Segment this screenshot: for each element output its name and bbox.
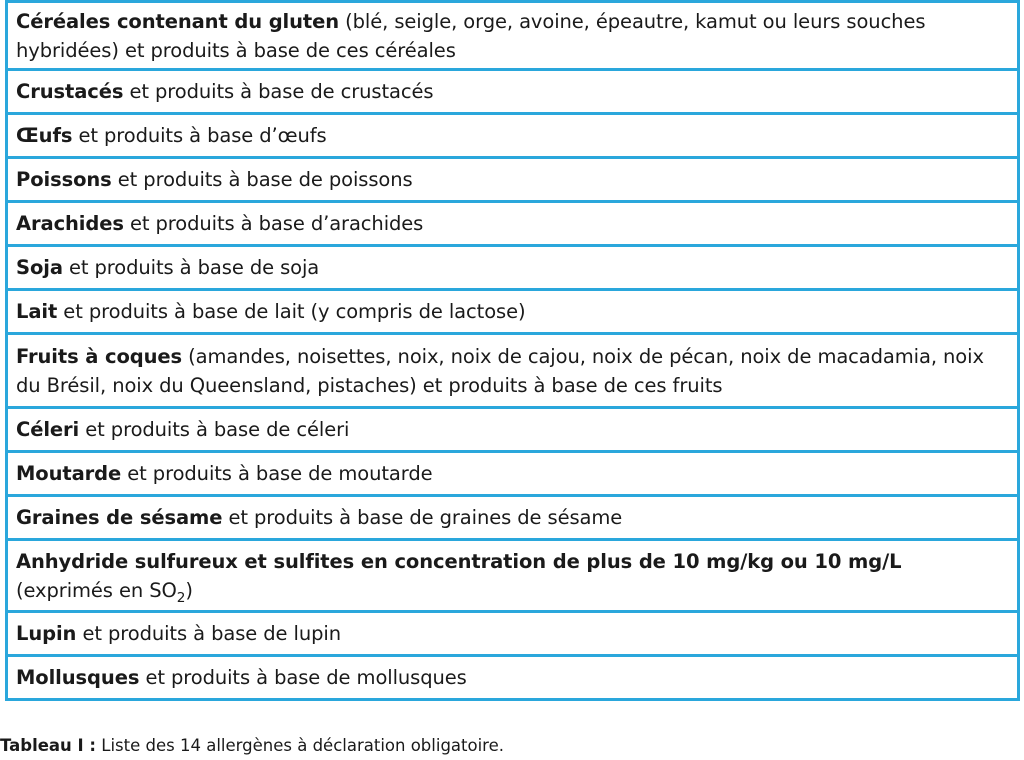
allergen-name: Céréales contenant du gluten <box>16 9 340 33</box>
allergen-description: et produits à base de mollusques <box>139 666 467 689</box>
table-caption <box>0 735 504 757</box>
allergen-description: et produits à base d’arachides <box>123 212 424 235</box>
allergen-description: et produits à base de graines de sésame <box>222 506 623 529</box>
table-row <box>7 246 1019 290</box>
allergen-description: et produits à base de lupin <box>76 622 341 645</box>
allergen-description: et produits à base de moutarde <box>121 462 433 485</box>
table-row <box>7 158 1019 202</box>
table-row <box>7 540 1019 612</box>
caption-label: Tableau I : <box>0 736 97 755</box>
allergen-name: Poissons <box>16 168 112 191</box>
table-row <box>7 290 1019 334</box>
table-cell-lupin <box>7 612 1019 656</box>
table-cell-moutarde <box>7 452 1019 496</box>
table-cell-mollusques <box>7 656 1019 700</box>
allergen-description: (amandes, noisettes, noix, noix de cajou, noix de pécan, noix de macadamia, noix du Brésil, noix du Queensland, pistaches) et produits à base de ces fruits <box>16 344 984 397</box>
allergen-description: et produits à base de lait (y compris de lactose) <box>57 300 526 323</box>
table-row <box>7 2 1019 70</box>
caption-text: Liste des 14 allergènes à déclaration obligatoire. <box>96 736 505 755</box>
allergen-description-end: ) <box>185 578 193 602</box>
allergen-name: Mollusques <box>16 666 140 689</box>
table-cell-sesame <box>7 496 1019 540</box>
table-cell-fruits-a-coques <box>7 334 1019 408</box>
allergen-description: et produits à base d’œufs <box>72 124 327 147</box>
allergen-description: (exprimés en SO <box>16 578 177 602</box>
allergen-name: Fruits à coques <box>16 344 183 368</box>
allergen-name: Moutarde <box>16 462 122 485</box>
table-cell-arachides <box>7 202 1019 246</box>
allergen-name: Anhydride sulfureux et sulfites en concentration de plus de 10 mg/kg ou 10 mg/L <box>16 549 902 573</box>
allergen-description: et produits à base de céleri <box>79 418 350 441</box>
table-row <box>7 612 1019 656</box>
subscript-2: 2 <box>176 589 186 606</box>
table-row <box>7 452 1019 496</box>
allergen-name: Céleri <box>16 418 80 441</box>
table-cell-oeufs <box>7 114 1019 158</box>
table-cell-poissons <box>7 158 1019 202</box>
allergen-name: Lait <box>16 300 58 323</box>
allergen-name: Lupin <box>16 622 77 645</box>
allergen-name: Crustacés <box>16 80 124 103</box>
allergen-description: et produits à base de crustacés <box>123 80 434 103</box>
table-cell-celeri <box>7 408 1019 452</box>
table-row <box>7 656 1019 700</box>
allergen-description: et produits à base de poissons <box>111 168 413 191</box>
table-row <box>7 202 1019 246</box>
table-row <box>7 408 1019 452</box>
allergen-name: Soja <box>16 256 63 279</box>
table-row <box>7 496 1019 540</box>
table-cell-sulfites <box>7 540 1019 612</box>
allergen-name: Graines de sésame <box>16 506 223 529</box>
table-row <box>7 334 1019 408</box>
table-cell-crustaces <box>7 70 1019 114</box>
table-row <box>7 70 1019 114</box>
table-cell-cereales <box>7 2 1019 70</box>
allergen-description: et produits à base de soja <box>62 256 320 279</box>
allergen-table <box>5 0 1020 701</box>
allergen-name: Œufs <box>16 124 73 147</box>
allergen-name: Arachides <box>16 212 124 235</box>
table-cell-lait <box>7 290 1019 334</box>
allergen-description: (blé, seigle, orge, avoine, épeautre, kamut ou leurs souches hybridées) et produits à base de ces céréales <box>16 9 926 62</box>
table-cell-soja <box>7 246 1019 290</box>
table-row <box>7 114 1019 158</box>
